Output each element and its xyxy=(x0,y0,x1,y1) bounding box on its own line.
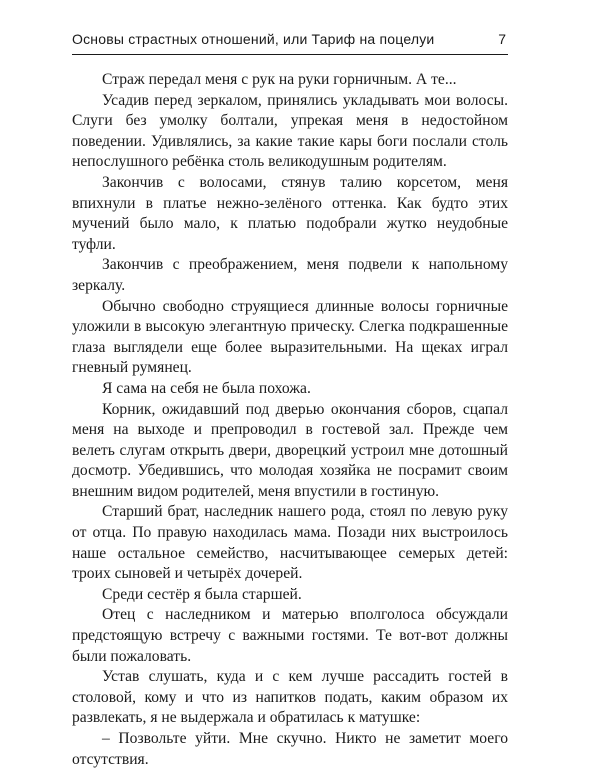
running-header xyxy=(72,30,508,55)
running-title: Основы страстных отношений, или Тариф на поцелуи xyxy=(72,31,435,47)
page-number: 7 xyxy=(498,31,506,47)
paragraph: Страж передал меня с рук на руки горничным. А те... xyxy=(102,71,457,88)
paragraph: Корник, ожидавший под дверью окончания сборов, сцапал меня на выходе и препроводил в гостевой зал. Прежде чем велеть слугам открыть двери, дворецкий устроил мне дотошный досмотр. Убедившись, что молодая хозяйка не посрамит своим внешним видом родителей, меня впустили в гостиную. xyxy=(72,400,508,500)
paragraph: Обычно свободно струящиеся длинные волосы горничные уложили в высокую элегантную прическу. Слегка подкрашенные глаза выглядели еще более выразительными. На щеках играл гневный румянец. xyxy=(72,297,508,377)
paragraph: Старший брат, наследник нашего рода, стоял по левую руку от отца. По правую находилась мама. Позади них выстроилось наше остальное семейство, насчитывающее семерых детей: троих сыновей и четырёх дочерей. xyxy=(72,503,508,583)
page-body xyxy=(72,70,508,770)
paragraph: Закончив с преображением, меня подвели к напольному зеркалу. xyxy=(72,256,508,294)
paragraph: Закончив с волосами, стянув талию корсетом, меня впихнули в платье нежно-зелёного оттенка. Как будто этих мучений было мало, к платью подобрали жутко неудобные туфли. xyxy=(72,173,508,253)
paragraph: – Позвольте уйти. Мне скучно. Никто не заметит моего отсутствия. xyxy=(72,730,508,768)
book-page xyxy=(72,30,508,770)
paragraph: Устав слушать, куда и с кем лучше рассадить гостей в столовой, кому и что из напитков подать, каким образом их развлекать, я не выдержала и обратилась к матушке: xyxy=(72,668,508,727)
paragraph: Я сама на себя не была похожа. xyxy=(102,379,311,397)
paragraph: Усадив перед зеркалом, принялись укладывать мои волосы. Слуги без умолку болтали, упрекая меня в недостойном поведении. Удивлялись, за какие такие кары боги послали столь непослушного ребёнка столь великодушным родителям. xyxy=(72,91,508,171)
paragraph: Отец с наследником и матерью вполголоса обсуждали предстоящую встречу с важными гостями. Те вот-вот должны были пожаловать. xyxy=(72,606,508,665)
paragraph: Среди сестёр я была старшей. xyxy=(102,585,302,603)
